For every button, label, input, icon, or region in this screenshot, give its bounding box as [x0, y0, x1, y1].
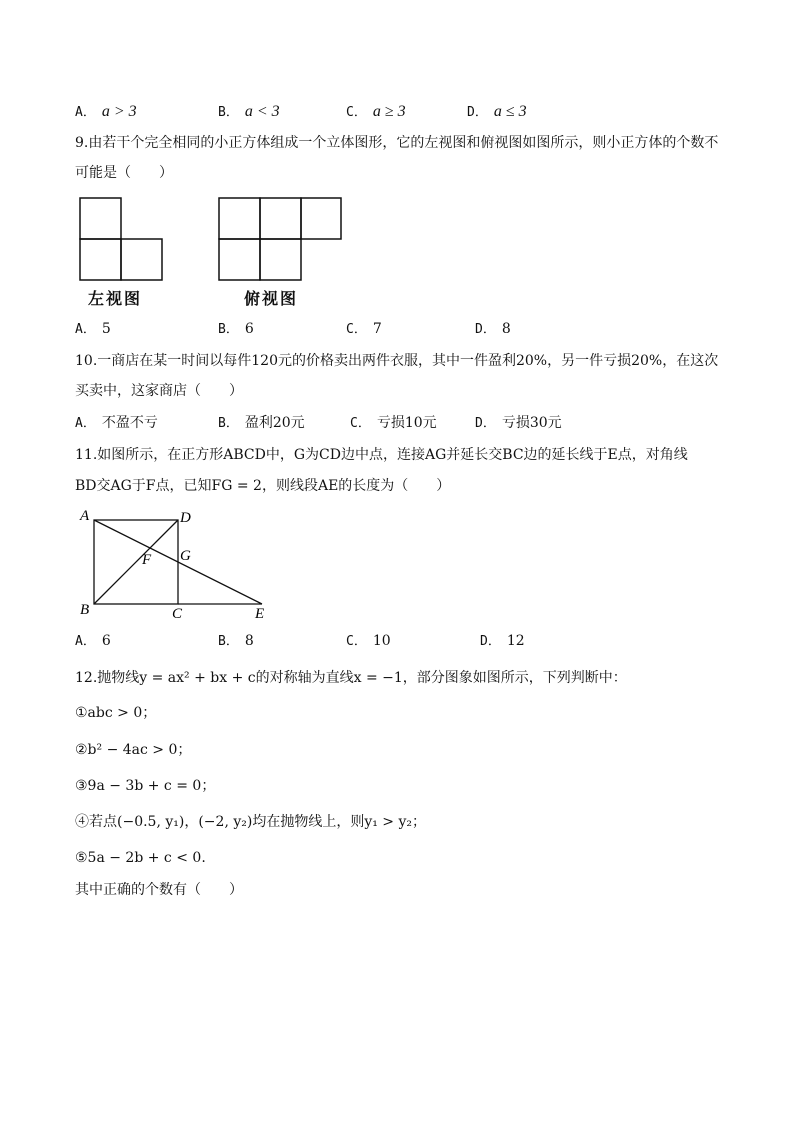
- option-value: a > 3: [101, 103, 137, 120]
- q11-stem-line2: BD交AG于F点，已知FG = 2，则线段AE的长度为（ ）: [75, 478, 451, 494]
- option-label: A．: [75, 322, 96, 337]
- q10-option-d: [475, 413, 562, 434]
- option-label: A．: [75, 634, 96, 649]
- q9-stem-line1: 9.由若干个完全相同的小正方体组成一个立体图形，它的左视图和俯视图如图所示，则小正方体的个数不: [75, 135, 719, 151]
- top-view-square: [301, 198, 341, 239]
- point-label-a: A: [80, 508, 90, 524]
- option-value: 8: [244, 633, 254, 649]
- q12-stem: 12.抛物线y = ax² + bx + c的对称轴为直线x = −1，部分图象如图所示，下列判断中：: [75, 670, 627, 686]
- left-view-square: [80, 239, 121, 280]
- option-label: D．: [475, 322, 496, 337]
- q11-stem-line1: 11.如图所示，在正方形ABCD中，G为CD边中点，连接AG并延长交BC边的延长线于E点，对角线: [75, 447, 688, 463]
- point-label-e: E: [255, 606, 265, 622]
- q9-top-view-caption: 俯视图: [244, 289, 299, 308]
- option-value: 5: [101, 321, 111, 337]
- option-value: a < 3: [244, 103, 280, 120]
- q11-option-d: [480, 631, 525, 652]
- option-label: D．: [475, 416, 496, 431]
- q11-option-a: [75, 631, 111, 652]
- point-label-g: G: [180, 548, 191, 564]
- top-view-square: [260, 239, 301, 280]
- option-label: B．: [218, 105, 239, 120]
- q12-item-4: ④若点(−0.5, y₁)，(−2, y₂)均在抛物线上，则y₁ > y₂；: [75, 814, 426, 830]
- point-label-c: C: [172, 606, 183, 622]
- option-label: C．: [346, 634, 367, 649]
- q8-option-c: [346, 102, 406, 123]
- q10-stem-line1: 10.一商店在某一时间以每件120元的价格卖出两件衣服，其中一件盈利20%，另一件亏损20%，在这次: [75, 353, 719, 369]
- point-label-f: F: [142, 552, 152, 568]
- diagonal-bd: [94, 520, 178, 604]
- option-value: 8: [501, 321, 511, 337]
- q9-stem-line2: 可能是（ ）: [75, 165, 173, 181]
- q10-option-a: [75, 413, 158, 434]
- q12-item-3: ③9a − 3b + c = 0；: [75, 778, 216, 794]
- q11-option-c: [346, 631, 391, 652]
- option-value: a ≥ 3: [372, 103, 406, 120]
- q12-item-5: ⑤5a − 2b + c < 0.: [75, 850, 206, 866]
- q10-option-c: [350, 413, 437, 434]
- option-label: D．: [467, 105, 488, 120]
- option-value: 6: [244, 321, 254, 337]
- top-view-square: [219, 239, 260, 280]
- option-label: B．: [218, 634, 239, 649]
- option-value: 不盈不亏: [101, 415, 158, 431]
- option-label: B．: [218, 322, 239, 337]
- q10-option-b: [218, 413, 305, 434]
- option-value: 亏损10元: [376, 415, 437, 431]
- option-value: 12: [506, 633, 525, 649]
- q9-option-b: [218, 319, 254, 340]
- point-label-d: D: [180, 510, 191, 526]
- q9-top-view-figure: [217, 196, 345, 282]
- left-view-square: [80, 198, 121, 239]
- q12-item-1: ①abc > 0；: [75, 705, 157, 721]
- top-view-square: [219, 198, 260, 239]
- top-view-square: [260, 198, 301, 239]
- q8-option-a: [75, 102, 137, 123]
- option-label: A．: [75, 416, 96, 431]
- q12-item-2: ②b² − 4ac > 0；: [75, 742, 192, 758]
- option-value: 10: [372, 633, 391, 649]
- option-value: 7: [372, 321, 382, 337]
- q10-stem-line2: 买卖中，这家商店（ ）: [75, 383, 243, 399]
- option-value: 6: [101, 633, 111, 649]
- q9-option-a: [75, 319, 111, 340]
- option-value: 盈利20元: [244, 415, 305, 431]
- left-view-square: [121, 239, 162, 280]
- option-label: C．: [346, 105, 367, 120]
- option-label: C．: [346, 322, 367, 337]
- q9-left-view-figure: [78, 196, 166, 282]
- option-label: B．: [218, 416, 239, 431]
- q11-geometry-figure: [76, 506, 272, 624]
- option-label: C．: [350, 416, 371, 431]
- q9-option-d: [475, 319, 511, 340]
- option-label: A．: [75, 105, 96, 120]
- option-value: a ≤ 3: [493, 103, 527, 120]
- q9-left-view-caption: 左视图: [88, 289, 143, 308]
- q9-option-c: [346, 319, 382, 340]
- point-label-b: B: [80, 602, 90, 618]
- q8-option-b: [218, 102, 280, 123]
- q12-question: 其中正确的个数有（ ）: [75, 882, 243, 898]
- q11-option-b: [218, 631, 254, 652]
- q8-option-d: [467, 102, 527, 123]
- option-label: D．: [480, 634, 501, 649]
- option-value: 亏损30元: [501, 415, 562, 431]
